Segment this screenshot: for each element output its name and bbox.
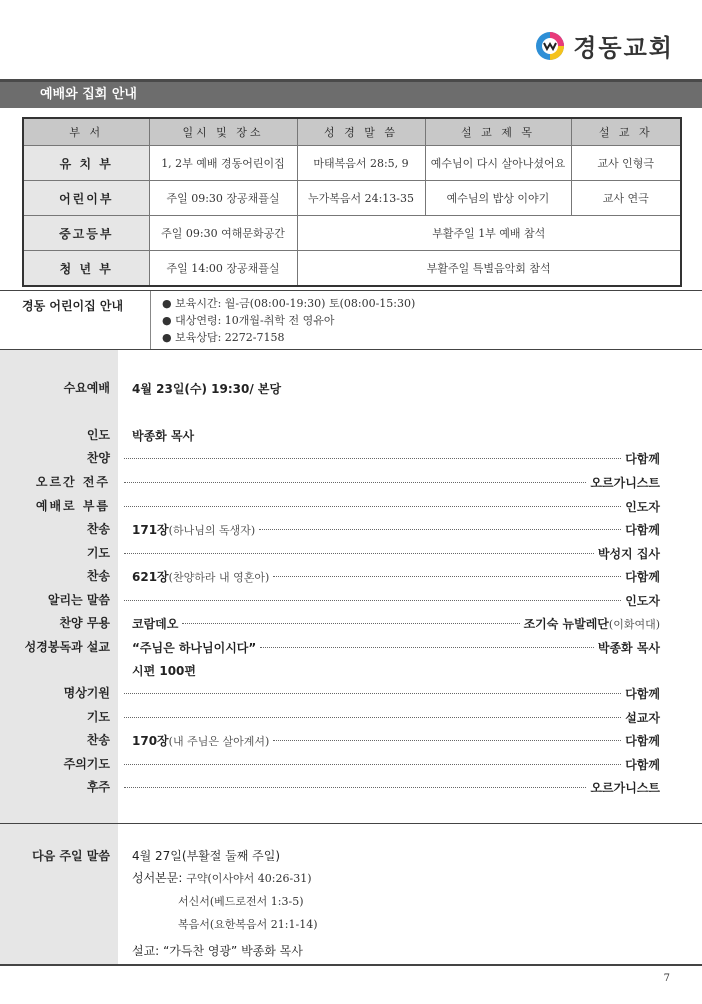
row-label: 인도 [86, 428, 110, 442]
dot-leader [124, 457, 621, 459]
worship-row [0, 566, 702, 586]
row-label: 성경봉독과 설교 [24, 640, 110, 654]
worship-row [0, 707, 702, 727]
psalm-reading: 시편 100편 [132, 663, 197, 678]
dot-leader [260, 646, 594, 648]
dot-leader [124, 716, 621, 718]
dept-cell: 어린이부 [23, 181, 149, 216]
row-label: 오르간 전주 [35, 475, 110, 489]
worship-row [0, 660, 702, 680]
title-cell: 예수님의 밥상 이야기 [425, 181, 571, 216]
row-right: 인도자 [625, 593, 660, 608]
worship-row [0, 425, 702, 445]
hymn-title: (찬양하라 내 영혼아) [168, 570, 270, 584]
row-right: 다함께 [625, 522, 660, 537]
church-name: 경동교회 [573, 33, 674, 62]
worship-row [0, 613, 702, 633]
nursery-item: ● 보육상담: 2272-7158 [162, 331, 285, 344]
time-cell: 주일 14:00 장공채플실 [149, 251, 297, 287]
reading: 복음서(요한복음서 21:1-14) [178, 918, 318, 931]
worship-row [0, 519, 702, 539]
dot-leader [273, 739, 621, 741]
table-header-row [23, 118, 681, 146]
worship-row [0, 496, 702, 516]
column-header: 설 교 자 [571, 118, 681, 146]
dept-cell: 중고등부 [23, 216, 149, 251]
dot-leader [124, 552, 594, 554]
sermon-line [132, 940, 318, 962]
row-right: 박성지 집사 [597, 546, 660, 561]
nursery-label: 경동 어린이집 안내 [22, 299, 124, 313]
worship-row [0, 754, 702, 774]
row-label: 찬송 [86, 522, 110, 536]
worship-row [0, 543, 702, 563]
hymn-number: 621장 [132, 569, 169, 584]
sermon-title: “주님은 하나님이시다” [132, 640, 257, 655]
row-label: 명상기원 [63, 686, 110, 700]
worship-row [0, 472, 702, 492]
row-label: 주의기도 [63, 757, 110, 771]
row-label: 알리는 말씀 [47, 593, 110, 607]
performer: 조기숙 뉴발레단 [523, 616, 609, 631]
worship-datetime: 4월 23일(수) 19:30/ 본당 [132, 381, 282, 396]
dot-leader [259, 528, 621, 530]
divider [150, 291, 151, 349]
dot-leader [124, 692, 621, 694]
hymn-number: 170장 [132, 733, 169, 748]
column-header: 설 교 제 목 [425, 118, 571, 146]
performance-title: 코람데오 [132, 616, 179, 631]
row-right: 다함께 [625, 451, 660, 466]
column-header: 일시 및 장소 [149, 118, 297, 146]
divider [0, 964, 702, 966]
column-header: 부 서 [23, 118, 149, 146]
worship-row [0, 777, 702, 797]
scripture-label: 성서본문: [132, 871, 183, 885]
row-right: 설교자 [625, 710, 660, 725]
scripture-line [132, 867, 318, 890]
worship-row [0, 637, 702, 657]
row-right: 다함께 [625, 733, 660, 748]
scripture-cell: 누가복음서 24:13-35 [297, 181, 425, 216]
dot-leader [124, 786, 586, 788]
next-week-content [132, 845, 318, 962]
dot-leader [182, 622, 519, 624]
table-row [23, 181, 681, 216]
time-cell: 주일 09:30 여해문화공간 [149, 216, 297, 251]
worship-row [0, 378, 702, 398]
row-label: 수요예배 [63, 381, 110, 395]
row-label: 찬양 무용 [59, 616, 110, 630]
column-header: 성 경 말 씀 [297, 118, 425, 146]
hymn-title: (내 주님은 살아계셔) [168, 734, 270, 748]
time-cell: 1, 2부 예배 경동어린이집 [149, 146, 297, 181]
worship-row [0, 683, 702, 703]
row-right: 박종화 목사 [597, 640, 660, 655]
table-row [23, 251, 681, 287]
nursery-item: ● 보육시간: 월-금(08:00-19:30) 토(08:00-15:30) [162, 297, 416, 310]
row-right: 오르가니스트 [590, 475, 660, 490]
merged-cell: 부활주일 1부 예배 참석 [297, 216, 681, 251]
dot-leader [124, 599, 621, 601]
next-week-label: 다음 주일 말씀 [32, 849, 110, 863]
dept-cell: 청 년 부 [23, 251, 149, 287]
row-right: 오르가니스트 [590, 780, 660, 795]
row-label: 찬송 [86, 569, 110, 583]
leader-name: 박종화 목사 [132, 428, 195, 443]
worship-row [0, 730, 702, 750]
row-right: 다함께 [625, 686, 660, 701]
church-emblem-icon [535, 31, 565, 61]
hymn-number: 171장 [132, 522, 169, 537]
worship-row [0, 590, 702, 610]
title-cell: 예수님이 다시 살아나셨어요 [425, 146, 571, 181]
dept-cell: 유 치 부 [23, 146, 149, 181]
row-label: 찬양 [86, 451, 110, 465]
section-banner: 예배와 집회 안내 [0, 79, 702, 108]
reading: 구약(이사야서 40:26-31) [186, 872, 312, 885]
row-label: 찬송 [86, 733, 110, 747]
preacher-cell: 교사 인형극 [571, 146, 681, 181]
sermon-label: 설교: [132, 944, 160, 958]
dot-leader [124, 481, 586, 483]
sermon-info: “가득찬 영광” 박종화 목사 [163, 944, 303, 958]
next-week-date: 4월 27일(부활절 둘째 주일) [132, 849, 281, 863]
label-column [0, 350, 118, 823]
row-label: 예배로 부름 [35, 499, 110, 513]
divider [0, 290, 702, 291]
dot-leader [124, 763, 621, 765]
church-logo [535, 28, 674, 63]
row-label: 기도 [86, 710, 110, 724]
table-row [23, 146, 681, 181]
table-row [23, 216, 681, 251]
row-right: 인도자 [625, 499, 660, 514]
preacher-cell: 교사 연극 [571, 181, 681, 216]
page-number: 7 [663, 973, 670, 984]
schedule-table [22, 117, 682, 287]
reading: 서신서(베드로전서 1:3-5) [178, 895, 304, 908]
dot-leader [273, 575, 621, 577]
row-right: 다함께 [625, 757, 660, 772]
hymn-title: (하나님의 독생자) [168, 523, 256, 537]
worship-row [0, 448, 702, 468]
merged-cell: 부활주일 특별음악회 참석 [297, 251, 681, 287]
dot-leader [124, 505, 621, 507]
nursery-item: ● 대상연령: 10개월-취학 전 영유아 [162, 314, 335, 327]
row-label: 기도 [86, 546, 110, 560]
label-column [0, 824, 118, 964]
nursery-info [162, 295, 415, 346]
row-right: 다함께 [625, 569, 660, 584]
performer-note: (이화여대) [608, 617, 660, 631]
time-cell: 주일 09:30 장공채플실 [149, 181, 297, 216]
scripture-cell: 마태복음서 28:5, 9 [297, 146, 425, 181]
row-label: 후주 [86, 780, 110, 794]
